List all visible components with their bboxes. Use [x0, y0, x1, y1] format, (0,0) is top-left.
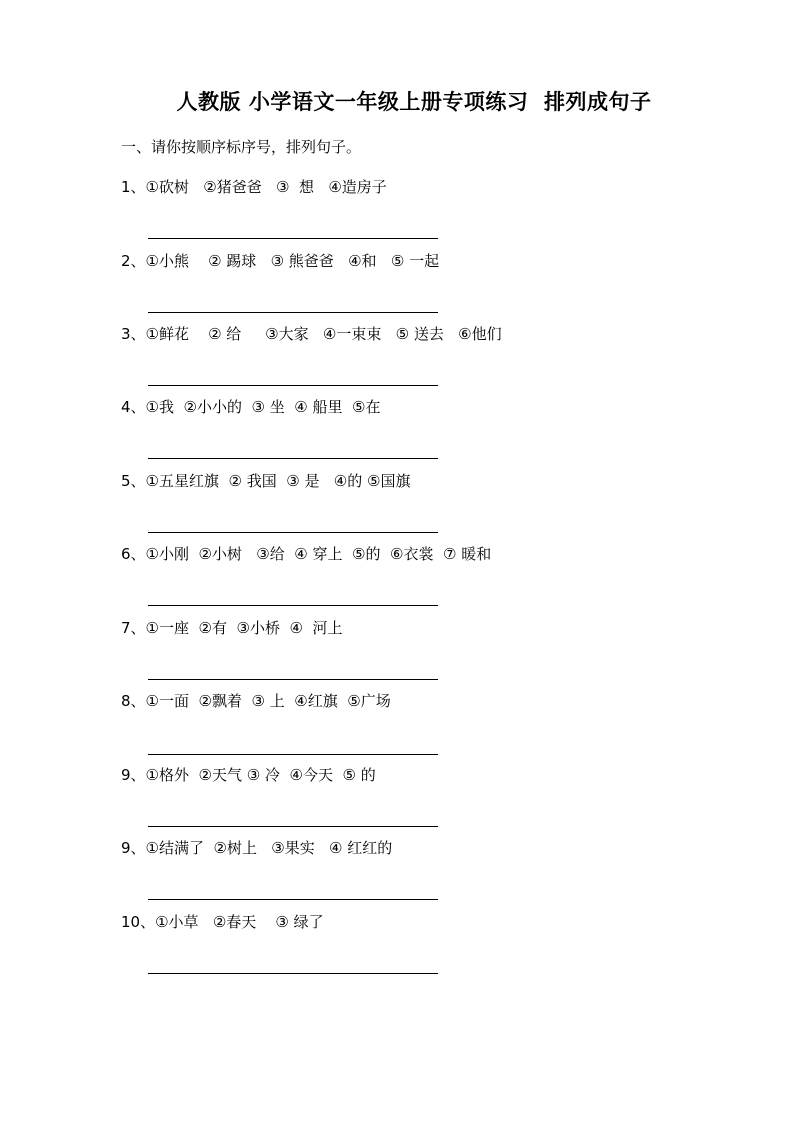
answer-line	[148, 385, 438, 386]
page-title: 人教版 小学语文一年级上册专项练习 排列成句子	[176, 90, 652, 114]
question-item: 3、①鲜花 ② 给 ③大家 ④一束束 ⑤ 送去 ⑥他们	[121, 325, 502, 343]
answer-line	[148, 312, 438, 313]
question-item: 2、①小熊 ② 踢球 ③ 熊爸爸 ④和 ⑤ 一起	[121, 252, 440, 270]
answer-line	[148, 899, 438, 900]
question-item: 5、①五星红旗 ② 我国 ③ 是 ④的 ⑤国旗	[121, 472, 411, 490]
question-item: 7、①一座 ②有 ③小桥 ④ 河上	[121, 619, 343, 637]
question-item: 10、①小草 ②春天 ③ 绿了	[121, 913, 324, 931]
answer-line	[148, 605, 438, 606]
question-item: 4、①我 ②小小的 ③ 坐 ④ 船里 ⑤在	[121, 398, 381, 416]
question-item: 8、①一面 ②飘着 ③ 上 ④红旗 ⑤广场	[121, 692, 391, 710]
question-item: 1、①砍树 ②猪爸爸 ③ 想 ④造房子	[121, 178, 387, 196]
question-item: 9、①格外 ②天气 ③ 冷 ④今天 ⑤ 的	[121, 766, 376, 784]
answer-line	[148, 754, 438, 755]
answer-line	[148, 238, 438, 239]
answer-line	[148, 679, 438, 680]
answer-line	[148, 532, 438, 533]
answer-line	[148, 973, 438, 974]
question-item: 6、①小刚 ②小树 ③给 ④ 穿上 ⑤的 ⑥衣裳 ⑦ 暖和	[121, 545, 492, 563]
answer-line	[148, 458, 438, 459]
instruction-text: 一、请你按顺序标序号，排列句子。	[121, 138, 362, 156]
answer-line	[148, 826, 438, 827]
question-item: 9、①结满了 ②树上 ③果实 ④ 红红的	[121, 839, 393, 857]
